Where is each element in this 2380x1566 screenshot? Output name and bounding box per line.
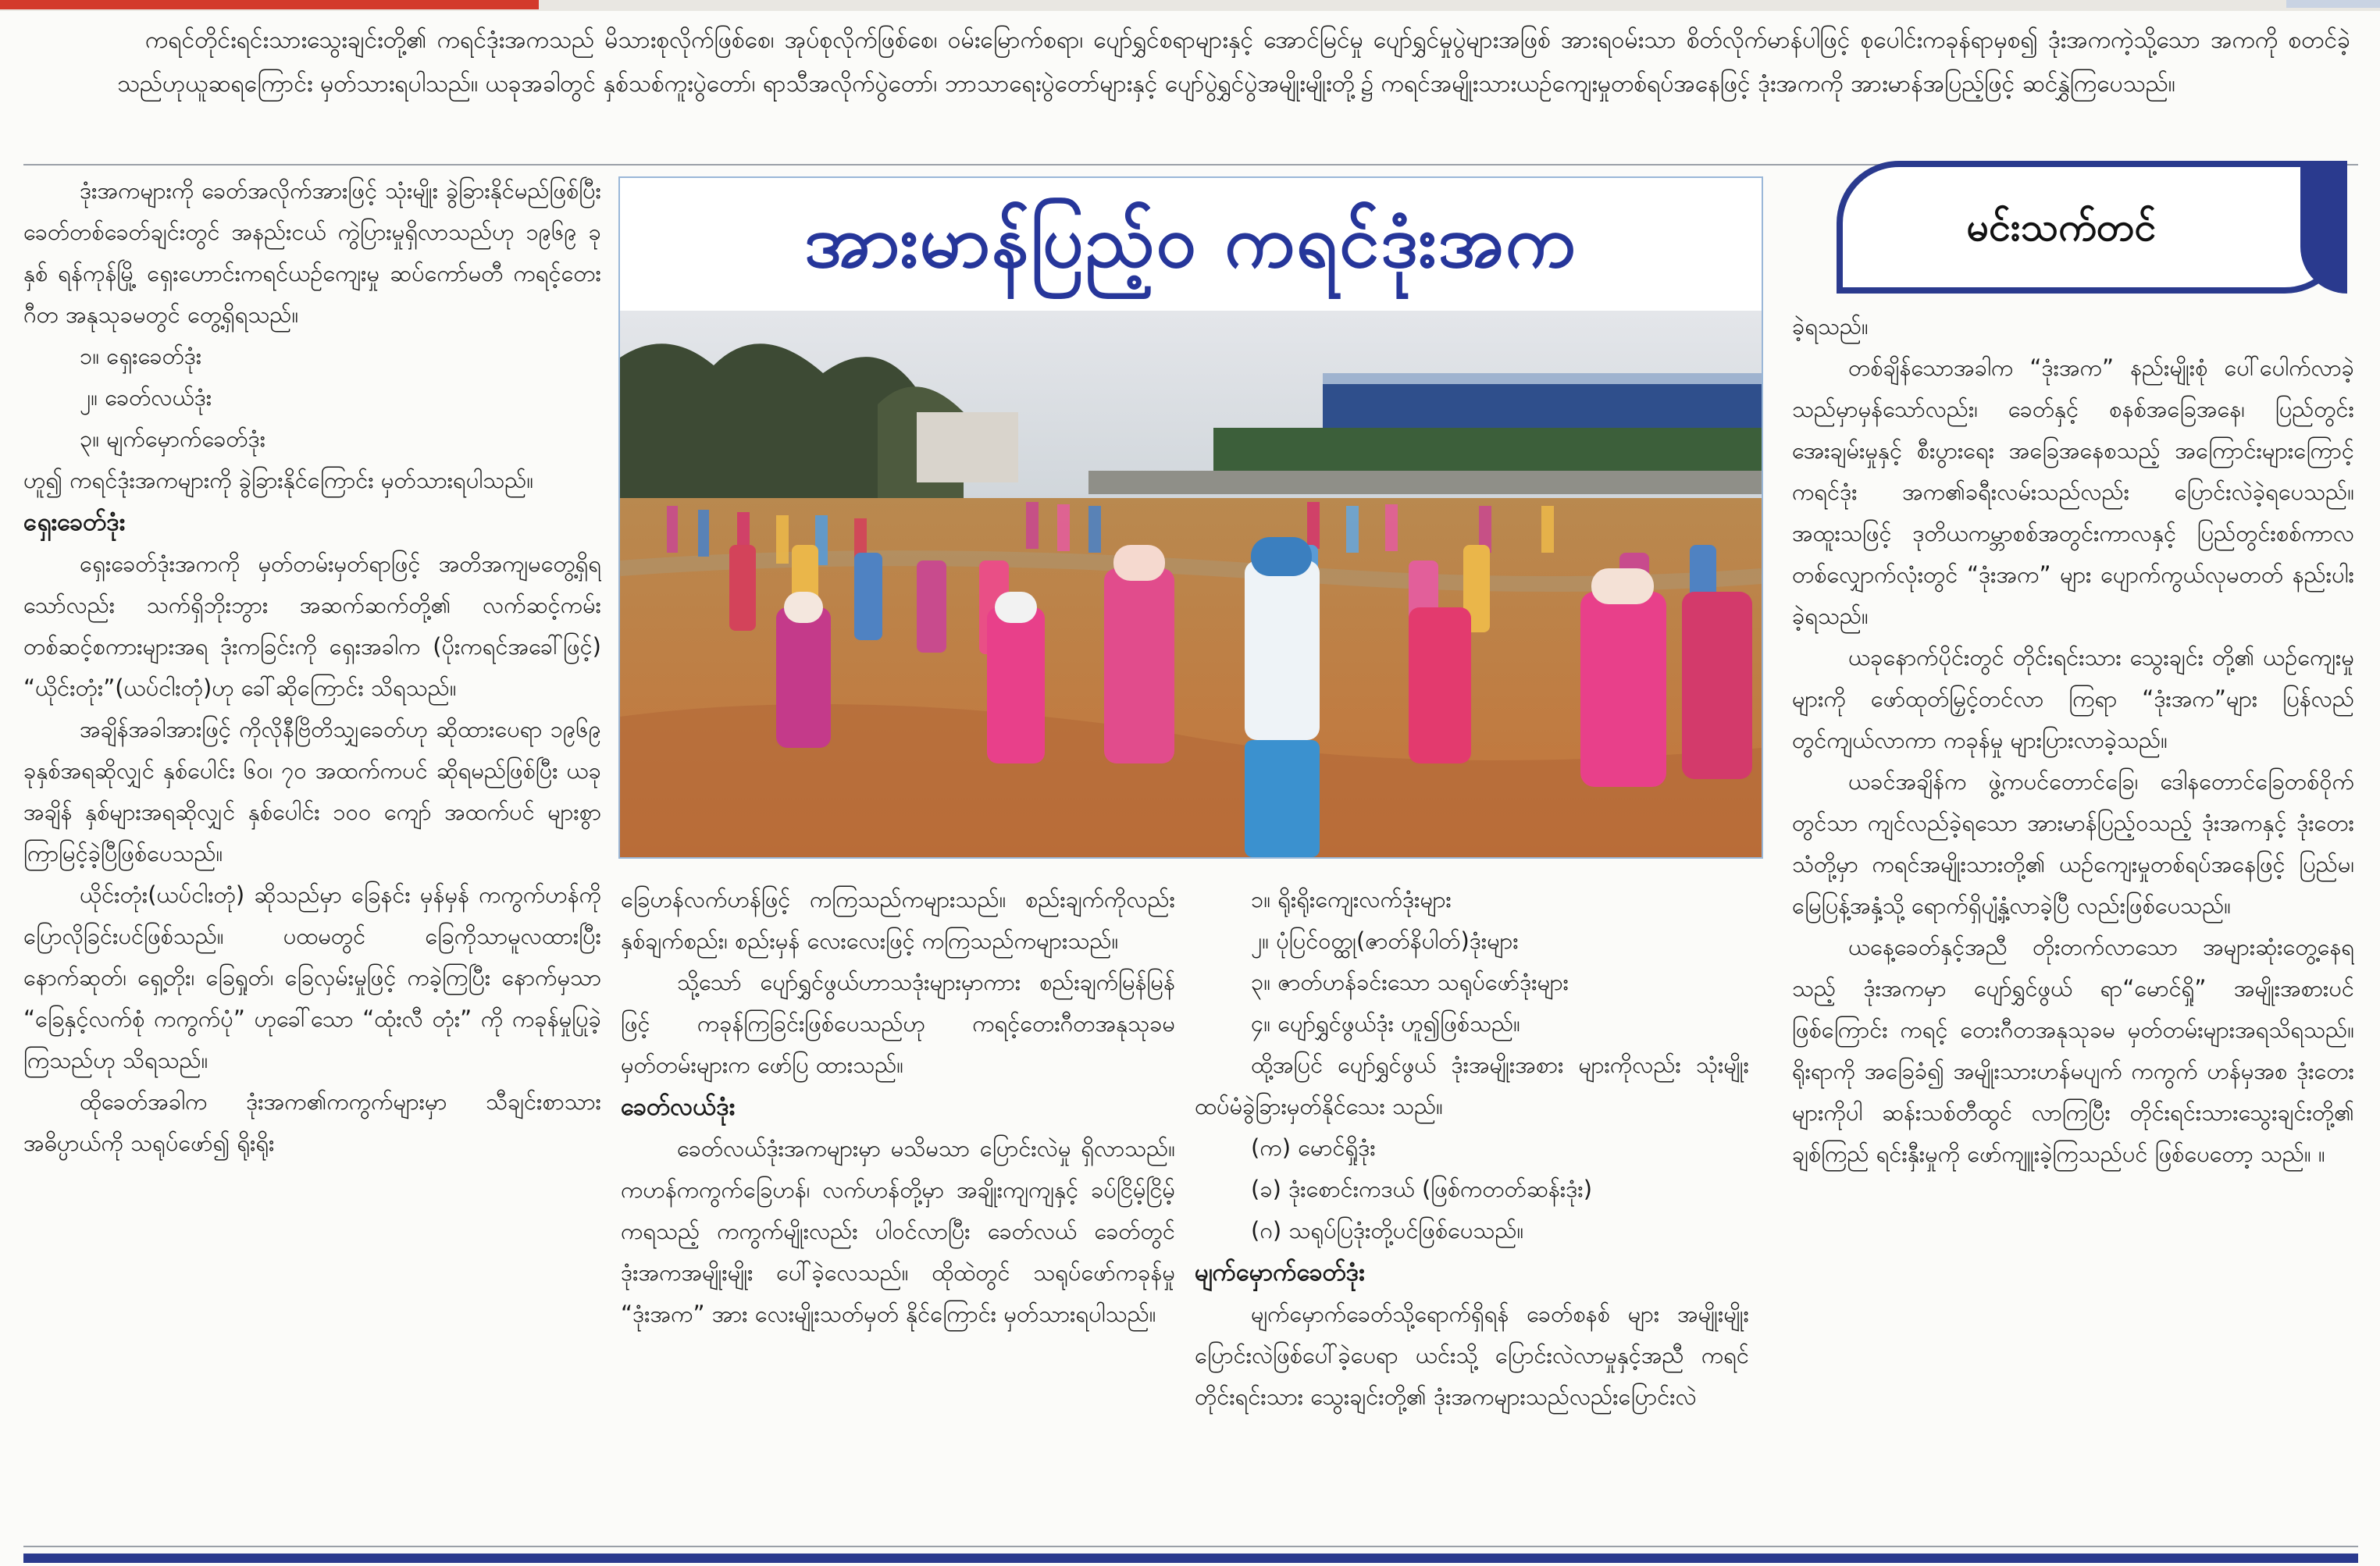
paragraph: ယခုနောက်ပိုင်းတွင် တိုင်းရင်းသား သွေးချင်း တို့၏ ယဉ်ကျေးမှုများကို ဖော်ထုတ်မြှင့်တင်လာ ကြရာ “ဒုံးအက”များ ပြန်လည်တွင်ကျယ်လာကာ ကခုန်မှု များပြားလာခဲ့သည်။ [1792,644,2354,753]
bottom-rule [23,1546,2358,1547]
column-4 [1792,306,2354,1539]
list-item: ၂။ ခေတ်လယ်ဒုံး [80,384,212,411]
top-red-bar [0,0,539,9]
bottom-bar [23,1554,2358,1563]
author-byline [1837,161,2347,294]
paragraph: ယိုင်းတုံး(ယပ်ငါးတုံ) ဆိုသည်မှာ ခြေနင်း မှန်မှန် ကကွက်ဟန်ကို ပြောလိုခြင်းပင်ဖြစ်သည်။ ပထမတွင် ခြေကိုသာမူလထားပြီး နောက်ဆုတ်၊ ရှေ့တိုး၊ ခြေရှုတ်၊ ခြေလှမ်းမှုဖြင့် ကခဲ့ကြပြီး နောက်မှသာ “ခြေနှင့်လက်စုံ ကကွက်ပုံ” ဟုခေါ်သော “ထုံးလီ တုံး” ကို ကခုန်မှုပြုခဲ့ကြသည်ဟု သိရသည်။ [23,881,601,1073]
headline: အားမာန်ပြည့်ဝ ကရင်ဒုံးအက [804,200,1577,283]
list-item: ၃။ ဇာတ်ဟန်ခင်းသော သရုပ်ဖော်ဒုံးများ [1251,969,1569,995]
dance-photo [620,311,1762,857]
list-item: (ခ) ဒုံးစောင်းကဒယ် (ဖြစ်ကတတ်ဆန်းဒုံး) [1251,1176,1593,1202]
list-item: (က) မောင်ရှိုဒုံး [1251,1134,1376,1161]
paragraph: ခြေဟန်လက်ဟန်ဖြင့် ကကြသည်ကများသည်။ စည်းချက်ကိုလည်း နှစ်ချက်စည်း၊ စည်းမှန် လေးလေးဖြင့် ကကြသည်ကများသည်။ [621,886,1175,954]
paragraph: ယခင်အချိန်က ဖွဲ့ကပင်တောင်ခြေ၊ ဒေါနတောင်ခြေတစ်ဝိုက်တွင်သာ ကျင်လည်ခဲ့ရသော အားမာန်ပြည့်ဝသည့် ဒုံးအကနှင့် ဒုံးတေးသံတို့မှာ ကရင်အမျိုးသားတို့၏ ယဉ်ကျေးမှုတစ်ရပ်အနေဖြင့် ပြည်မ၊ မြေပြန့်အနှံ့သို့ ရောက်ရှိပျံ့နှံ့လာခဲ့ပြီ လည်းဖြစ်ပေသည်။ [1792,768,2354,919]
paragraph: ယနေ့ခေတ်နှင့်အညီ တိုးတက်လာသော အများဆုံးတွေ့နေရသည့် ဒုံးအကမှာ ပျော်ရွှင်ဖွယ် ရာ“မောင်ရှို” အမျိုးအစားပင်ဖြစ်ကြောင်း ကရင့် တေးဂီတအနုသုခမ မှတ်တမ်းများအရသိရသည်။ ရိုးရာကို အခြေခံ၍ အမျိုးသားဟန်မပျက် ကကွက် ဟန်မှအစ ဒုံးတေးများကိုပါ ဆန်းသစ်တီထွင် လာကြပြီး တိုင်းရင်းသားသွေးချင်းတို့၏ ချစ်ကြည် ရင်းနှီးမှုကို ဖော်ကျူးခဲ့ကြသည်ပင် ဖြစ်ပေတော့ သည်။ ။ [1792,934,2354,1167]
section-heading: ရှေးခေတ်ဒုံး [23,508,126,536]
column-2 [621,879,1175,1543]
paragraph: သို့သော် ပျော်ရွှင်ဖွယ်ဟာသဒုံးများမှာကား စည်းချက်မြန်မြန်ဖြင့် ကခုန်ကြခြင်းဖြစ်ပေသည်ဟု ကရင့်တေးဂီတအနုသုခမ မှတ်တမ်းများက ဖော်ပြ ထားသည်။ [621,969,1175,1078]
paragraph: မျက်မှောက်ခေတ်သို့ရောက်ရှိရန် ခေတ်စနစ် များ အမျိုးမျိုးပြောင်းလဲဖြစ်ပေါ်ခဲ့ပေရာ ယင်းသို့ ပြောင်းလဲလာမှုနှင့်အညီ ကရင်တိုင်းရင်းသား သွေးချင်းတို့၏ ဒုံးအကများသည်လည်းပြောင်းလဲ [1195,1301,1749,1410]
paragraph: ရှေးခေတ်ဒုံးအကကို မှတ်တမ်းမှတ်ရာဖြင့် အတိအကျမတွေ့ရှိရသော်လည်း သက်ရှိဘိုးဘွား အဆက်ဆက်တို့၏ လက်ဆင့်ကမ်း တစ်ဆင့်စကားများအရ ဒုံးကခြင်းကို ရှေးအခါက (ပိုးကရင်အခေါ်ဖြင့်) “ယိုင်းတုံး”(ယပ်ငါးတုံ)ဟု ခေါ်ဆိုကြောင်း သိရသည်။ [23,550,601,701]
column-1 [23,170,601,1538]
paragraph: ဟူ၍ ကရင်ဒုံးအကများကို ခွဲခြားနိုင်ကြောင်း မှတ်သားရပါသည်။ [23,467,534,493]
list-item: ၄။ ပျော်ရွှင်ဖွယ်ဒုံး ဟူ၍ဖြစ်သည်။ [1251,1010,1520,1037]
top-blue-bar [2286,0,2380,8]
author-name: မင်းသက်တင် [1966,205,2157,250]
top-strip [0,0,2380,11]
paragraph: ခဲ့ရသည်။ [1792,313,1869,340]
list-item: ၁။ ရှေးခေတ်ဒုံး [80,343,202,369]
list-item: ၃။ မျက်မှောက်ခေတ်ဒုံး [80,425,266,452]
paragraph: ခေတ်လယ်ဒုံးအကများမှာ မသိမသာ ပြောင်းလဲမှု ရှိလာသည်။ ကဟန်ကကွက်ခြေဟန်၊ လက်ဟန်တို့မှာ အချိုးကျကျနှင့် ခပ်ငြိမ့်ငြိမ့်ကရသည့် ကကွက်မျိုးလည်း ပါဝင်လာပြီး ခေတ်လယ် ခေတ်တွင် ဒုံးအကအမျိုးမျိုး ပေါ်ခဲ့လေသည်။ ထိုထဲတွင် သရုပ်ဖော်ကခုန်မှု “ဒုံးအက” အား လေးမျိုးသတ်မှတ် နိုင်ကြောင်း မှတ်သားရပါသည်။ [621,1135,1175,1327]
feature-photo-box [618,176,1763,859]
paragraph: ဒုံးအကများကို ခေတ်အလိုက်အားဖြင့် သုံးမျိုး ခွဲခြားနိုင်မည်ဖြစ်ပြီး ခေတ်တစ်ခေတ်ချင်းတွင် အနည်းငယ် ကွဲပြားမှုရှိလာသည်ဟု ၁၉၆၉ ခုနှစ် ရန်ကုန်မြို့ ရှေးဟောင်းကရင်ယဉ်ကျေးမှု ဆပ်ကော်မတီ ကရင့်တေးဂီတ အနုသုခမတွင် တွေ့ရှိရသည်။ [23,177,601,328]
paragraph: တစ်ချိန်သောအခါက “ဒုံးအက” နည်းမျိုးစုံ ပေါ်ပေါက်လာခဲ့သည်မှာမှန်သော်လည်း၊ ခေတ်နှင့် စနစ်အခြေအနေ၊ ပြည်တွင်းအေးချမ်းမှုနှင့် စီးပွားရေး အခြေအနေစသည့် အကြောင်းများကြောင့် ကရင်ဒုံး အက၏ခရီးလမ်းသည်လည်း ပြောင်းလဲခဲ့ရပေသည်။ အထူးသဖြင့် ဒုတိယကမ္ဘာစစ်အတွင်းကာလနှင့် ပြည်တွင်းစစ်ကာလ တစ်လျှောက်လုံးတွင် “ဒုံးအက” များ ပျောက်ကွယ်လုမတတ် နည်းပါးခဲ့ရသည်။ [1792,354,2354,629]
intro-paragraph [117,19,2350,159]
intro-text: ကရင်တိုင်းရင်းသားသွေးချင်းတို့၏ ကရင်ဒုံးအကသည် မိသားစုလိုက်ဖြစ်စေ၊ အုပ်စုလိုက်ဖြစ်စေ၊ ဝမ်းမြောက်စရာ၊ ပျော်ရွှင်စရာများနှင့် အောင်မြင်မှု ပျော်ရွှင်မှုပွဲများအဖြစ် အားရဝမ်းသာ စိတ်လိုက်မာန်ပါဖြင့် စုပေါင်းကခုန်ရာမှစ၍ ဒုံးအကကဲ့သို့သော အကကို စတင်ခဲ့သည်ဟုယူဆရကြောင်း မှတ်သားရပါသည်။ ယခုအခါတွင် နှစ်သစ်ကူးပွဲတော်၊ ရာသီအလိုက်ပွဲတော်၊ ဘာသာရေးပွဲတော်များနှင့် ပျော်ပွဲရွှင်ပွဲအမျိုးမျိုးတို့၌ ကရင်အမျိုးသားယဉ်ကျေးမှုတစ်ရပ်အနေဖြင့် ဒုံးအကကို အားမာန်အပြည့်ဖြင့် ဆင်နွှဲကြပေသည်။ [117,27,2350,98]
section-heading: မျက်မှောက်ခေတ်ဒုံး [1195,1258,1365,1287]
list-item: (ဂ) သရုပ်ပြဒုံးတို့ပင်ဖြစ်ပေသည်။ [1251,1217,1524,1244]
paragraph: အချိန်အခါအားဖြင့် ကိုလိုနီဗြိတိသျှခေတ်ဟု ဆိုထားပေရာ ၁၉၆၉ ခုနှစ်အရဆိုလျှင် နှစ်ပေါင်း ၆၀၊ ၇၀ အထက်ကပင် ဆိုရမည်ဖြစ်ပြီး ယခုအချိန် နှစ်များအရဆိုလျှင် နှစ်ပေါင်း ၁၀၀ ကျော် အထက်ပင် များစွာ ကြာမြင့်ခဲ့ပြီဖြစ်ပေသည်။ [23,716,601,867]
list-item: ၁။ ရိုးရိုးကျေးလက်ဒုံးများ [1251,886,1452,913]
column-3 [1195,879,1749,1543]
section-heading: ခေတ်လယ်ဒုံး [621,1093,736,1121]
paragraph: ထိုခေတ်အခါက ဒုံးအက၏ကကွက်များမှာ သီချင်းစာသားအဓိပ္ပာယ်ကို သရုပ်ဖော်၍ ရိုးရိုး [23,1088,601,1156]
paragraph: ထို့အပြင် ပျော်ရွှင်ဖွယ် ဒုံးအမျိုးအစား များကိုလည်း သုံးမျိုးထပ်မံခွဲခြားမှတ်နိုင်သေး သည်။ [1195,1052,1749,1119]
list-item: ၂။ ပုံပြင်ဝတ္ထု(ဇာတ်နိပါတ်)ဒုံးများ [1251,927,1519,954]
